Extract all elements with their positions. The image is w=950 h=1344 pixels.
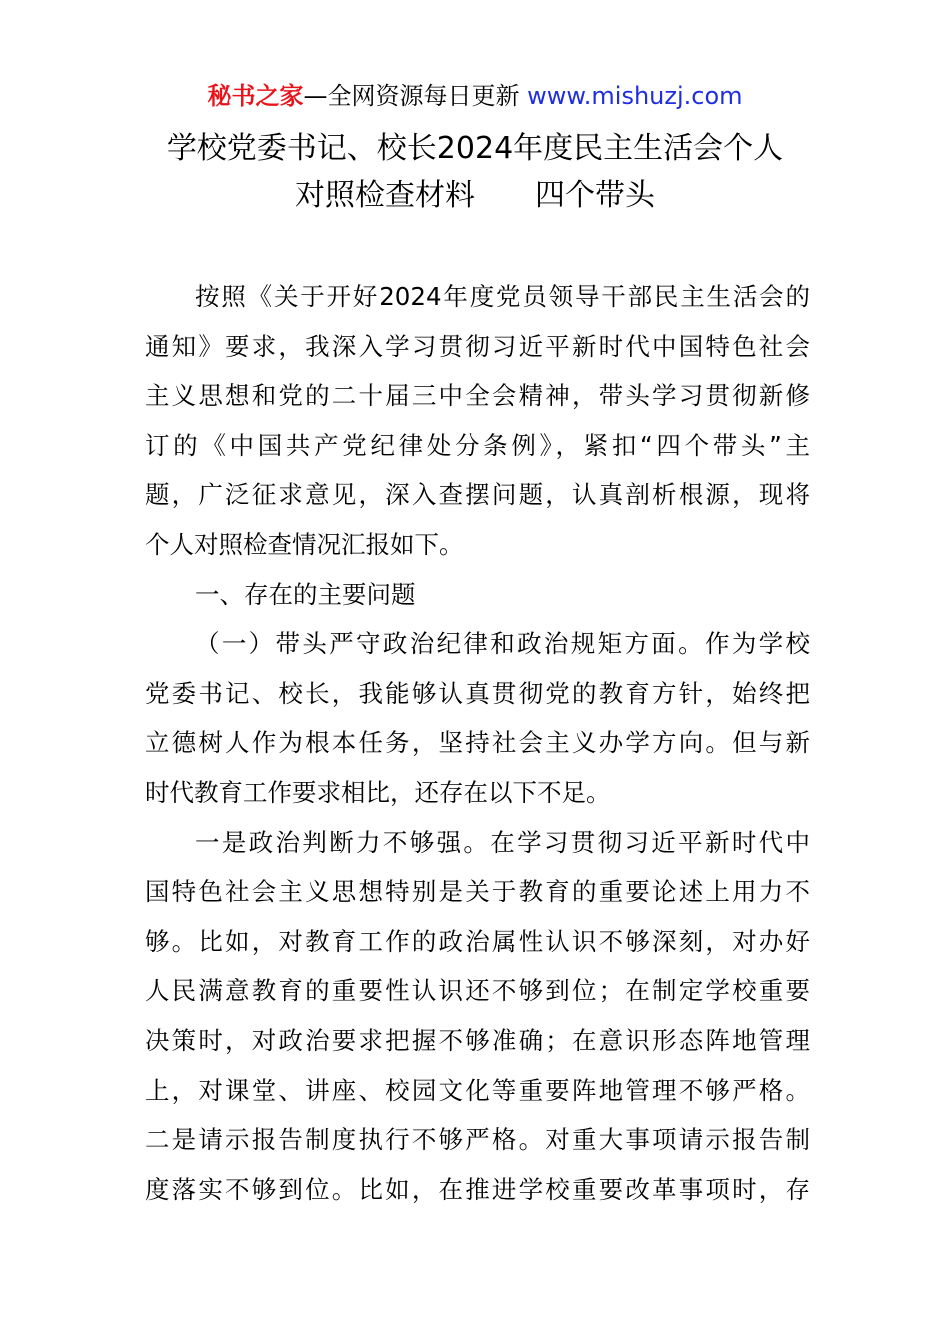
- header-tagline: —全网资源每日更新: [303, 82, 520, 110]
- document-body: [145, 272, 810, 1214]
- body-line: 按照《关于开好2024年度党员领导干部民主生活会的: [195, 282, 810, 311]
- site-url-link[interactable]: www.mishuzj.com: [527, 82, 743, 110]
- body-line: 题，广泛征求意见，深入查摆问题，认真剖析根源，现将: [145, 480, 810, 510]
- body-line: 时代教育工作要求相比，还存在以下不足。: [145, 777, 611, 807]
- body-line: 主义思想和党的二十届三中全会精神，带头学习贯彻新修: [145, 381, 810, 411]
- body-line: 通知》要求，我深入学习贯彻习近平新时代中国特色社会: [145, 331, 810, 361]
- document-title-line-2: 对照检查材料 四个带头: [295, 178, 655, 213]
- body-line: 一是政治判断力不够强。在学习贯彻习近平新时代中: [195, 827, 810, 857]
- body-line: 二是请示报告制度执行不够严格。对重大事项请示报告制: [145, 1125, 810, 1155]
- body-line: 人民满意教育的重要性认识还不够到位；在制定学校重要: [145, 976, 810, 1006]
- section-heading: 一、存在的主要问题: [195, 579, 416, 609]
- body-line: 党委书记、校长，我能够认真贯彻党的教育方针，始终把: [145, 678, 810, 708]
- brand-name: 秘书之家: [207, 82, 304, 110]
- body-line: 够。比如，对教育工作的政治属性认识不够深刻，对办好: [145, 926, 810, 956]
- watermark-header: [0, 80, 950, 112]
- body-line: 立德树人作为根本任务，坚持社会主义办学方向。但与新: [145, 728, 810, 758]
- document-title-line-1: 学校党委书记、校长2024年度民主生活会个人: [166, 131, 784, 166]
- body-line: 个人对照检查情况汇报如下。: [145, 529, 464, 559]
- body-line: 国特色社会主义思想特别是关于教育的重要论述上用力不: [145, 877, 810, 907]
- body-line: 订的《中国共产党纪律处分条例》，紧扣“四个带头”主: [145, 430, 810, 460]
- body-line: 度落实不够到位。比如，在推进学校重要改革事项时，存: [145, 1174, 810, 1204]
- body-line: 上，对课堂、讲座、校园文化等重要阵地管理不够严格。: [145, 1075, 810, 1105]
- body-line: 决策时，对政治要求把握不够准确；在意识形态阵地管理: [145, 1025, 810, 1055]
- subsection-heading: （一）带头严守政治纪律和政治规矩方面。作为学校: [195, 629, 810, 659]
